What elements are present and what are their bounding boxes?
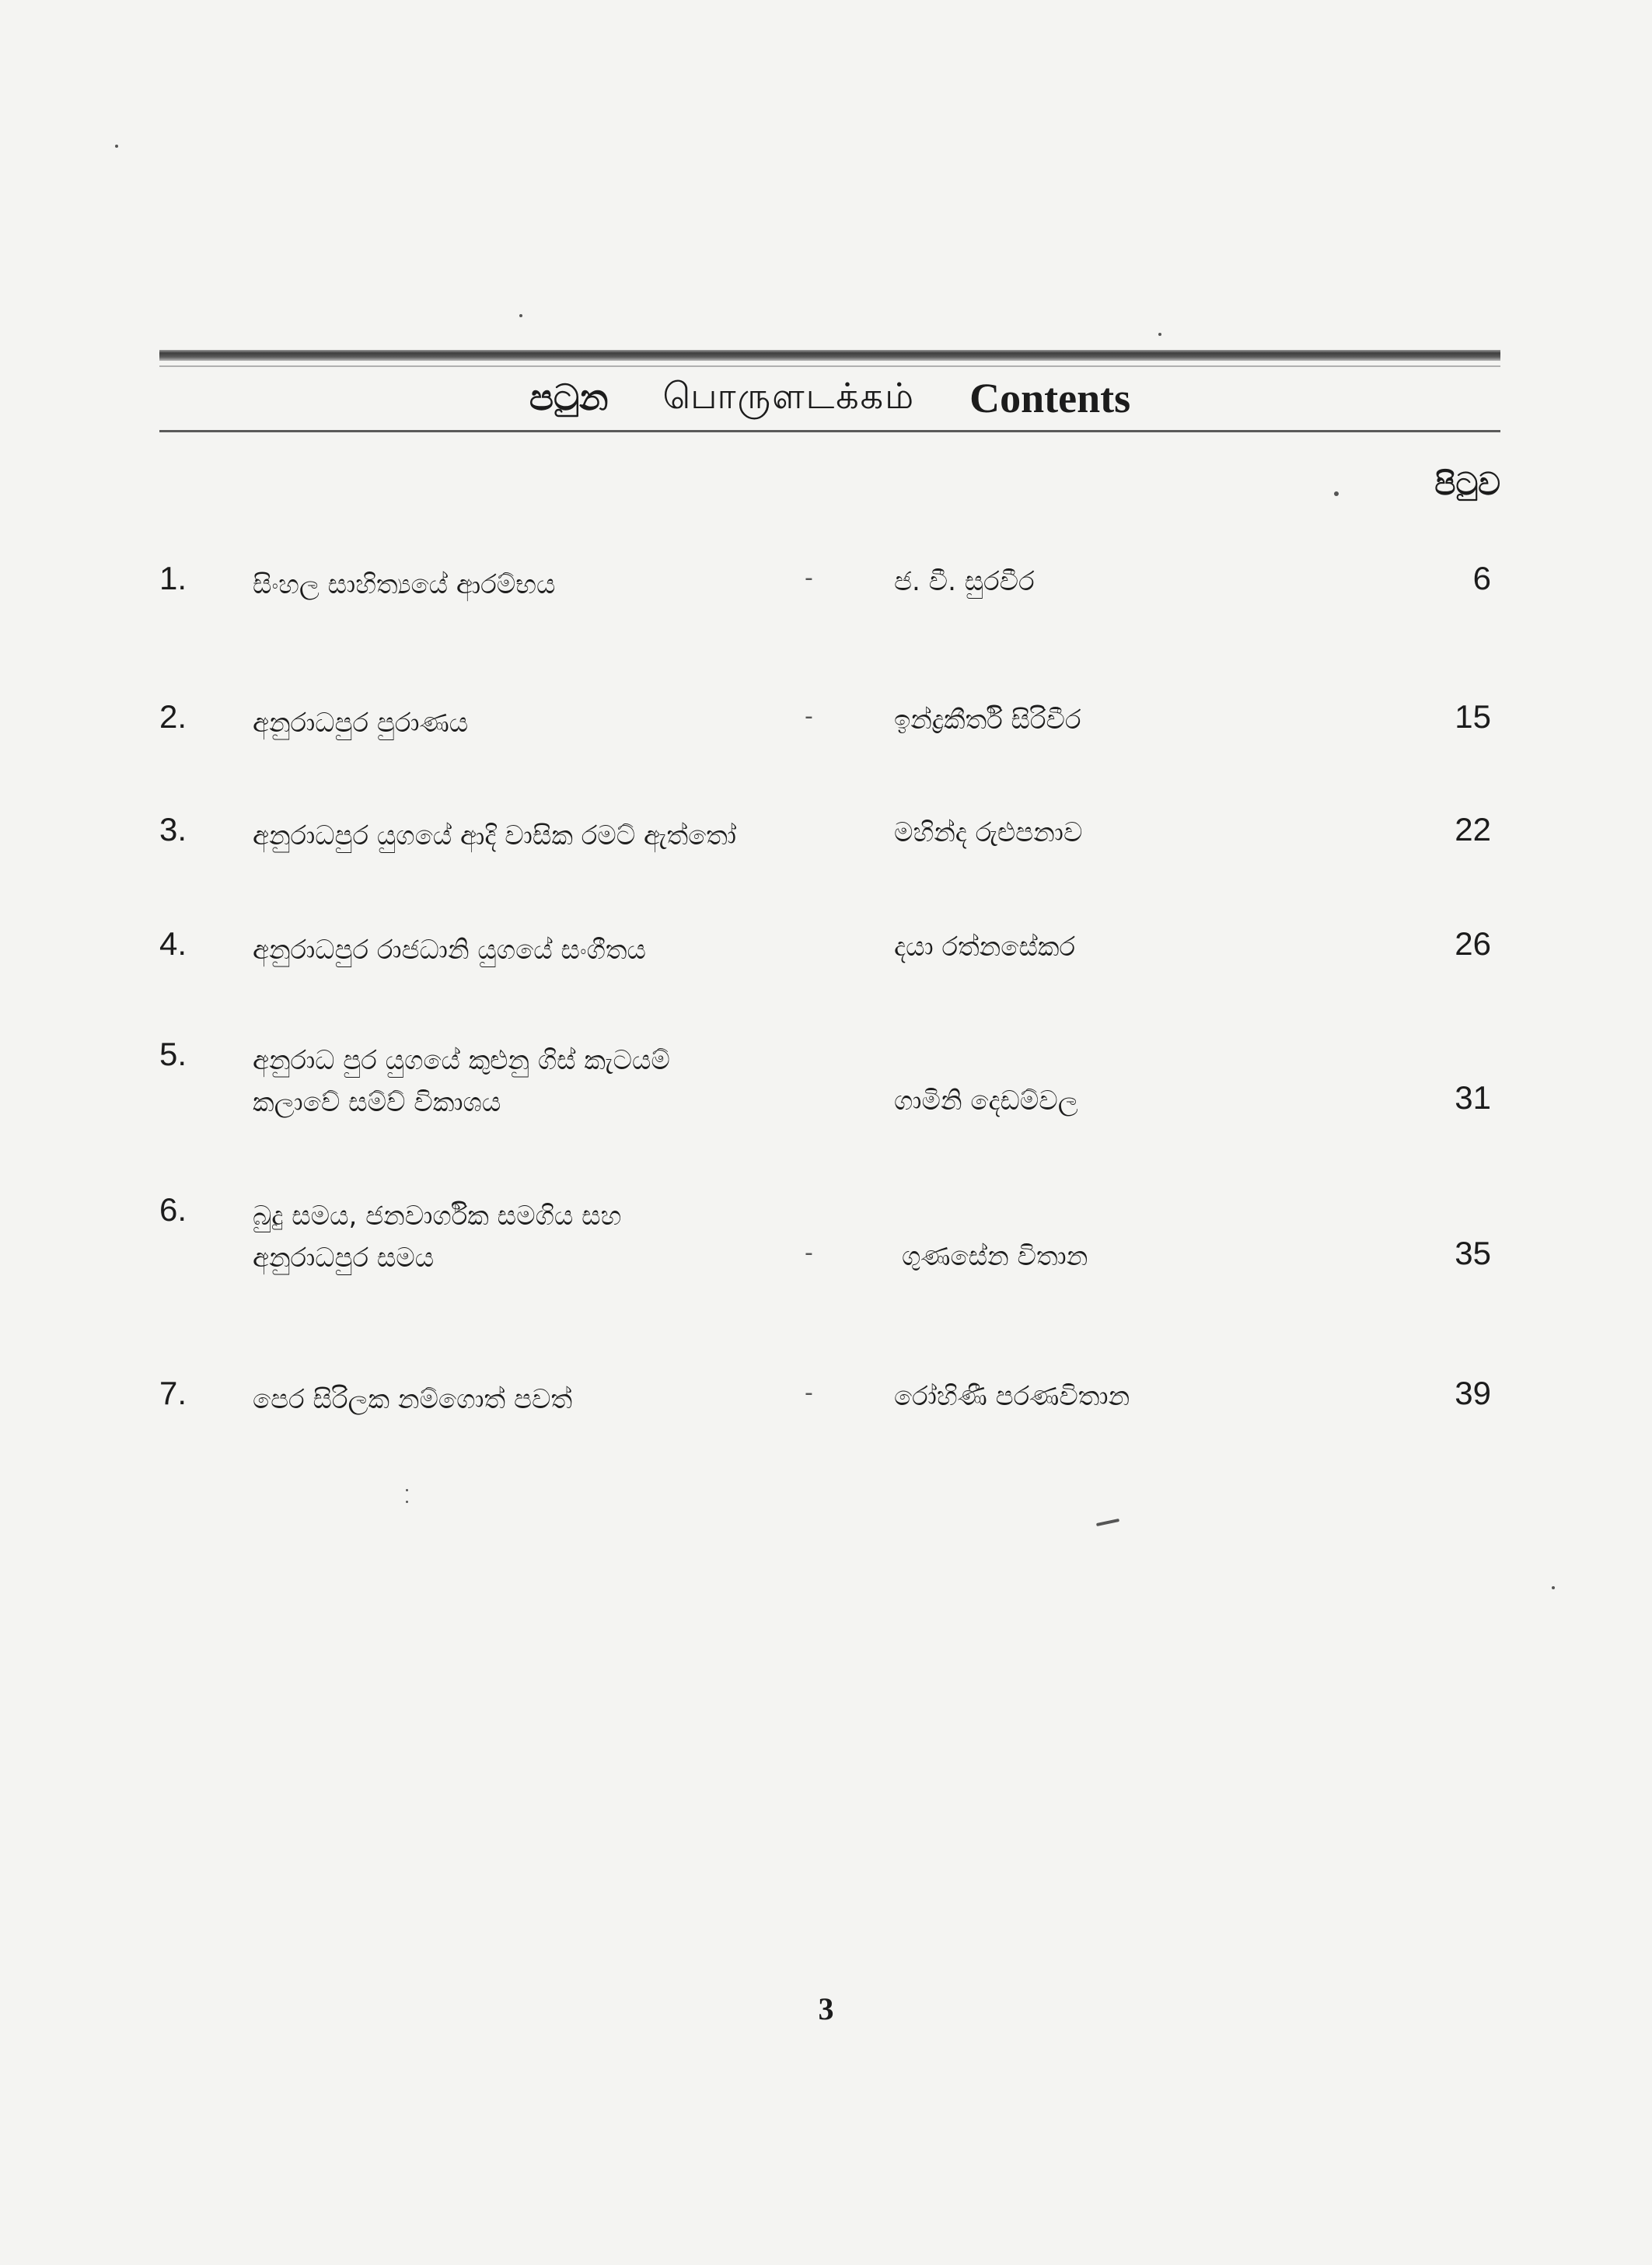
scan-speck xyxy=(1552,1586,1555,1589)
scan-speck xyxy=(519,314,522,317)
entry-title: සිංහල සාහිත්‍යයේ ආරම්භය xyxy=(253,569,556,600)
entry-number: 6. xyxy=(159,1191,187,1228)
entry-author: රෝහිණී පරණවිතාන xyxy=(894,1381,1130,1412)
entry-number: 5. xyxy=(159,1036,187,1072)
entry-title: අනුරාධපුර යුගයේ ආදි වාසික රමට් ඇත්තෝ xyxy=(253,820,737,851)
footer-page-number: 3 xyxy=(818,1991,834,2026)
scan-speck xyxy=(1158,333,1161,336)
entry-page: 15 xyxy=(1455,698,1491,735)
entry-title-line-1: අනුරාධ පුර යුගයේ කුළුනු ගිස් කැටයම් xyxy=(253,1045,670,1076)
entry-title: අනුරාධපුර පුරාණය xyxy=(253,708,469,739)
entry-title-line-2: අනුරාධපුර සමය xyxy=(253,1243,435,1274)
entry-title: අනුරාධපුර රාජධානි යුගයේ සංගීතය xyxy=(253,935,646,966)
entry-number: 7. xyxy=(159,1375,187,1411)
entry-page: 39 xyxy=(1455,1375,1491,1411)
entry-title-line-1: බුදු සමය, ජනවාර්ගික සමගිය සහ xyxy=(253,1201,622,1232)
entry-number: 2. xyxy=(159,698,187,735)
entry-title: පෙර සිරිලක නම්ගොත් පවත් xyxy=(253,1384,573,1415)
entry-title-line-2: කලාවේ සම්ව් විකාශය xyxy=(253,1087,501,1118)
heading-tamil: பொருளடக்கம் xyxy=(662,374,916,417)
entry-number: 4. xyxy=(159,925,187,962)
top-rule-thin xyxy=(159,365,1500,367)
scan-speck xyxy=(406,1489,408,1491)
entry-page: 22 xyxy=(1455,811,1491,848)
entry-page: 35 xyxy=(1455,1235,1491,1271)
entry-separator: - xyxy=(805,703,813,730)
entry-page: 31 xyxy=(1455,1079,1491,1116)
entry-number: 1. xyxy=(159,560,187,596)
heading-sinhala: පටුන xyxy=(529,376,609,418)
scan-mark xyxy=(1096,1519,1119,1526)
contents-heading xyxy=(159,370,1500,426)
entry-number: 3. xyxy=(159,811,187,848)
scan-speck xyxy=(1334,491,1339,496)
entry-author: මහින්ද රුළුපනාව xyxy=(894,817,1083,848)
entry-author: ඉන්ද්‍රකීර්ති සිරිවීර xyxy=(894,704,1081,736)
heading-bottom-rule xyxy=(159,430,1500,432)
entry-separator: - xyxy=(805,565,813,592)
entry-separator: - xyxy=(805,1379,813,1407)
entry-author: දයා රත්නසේකර xyxy=(894,932,1076,963)
entry-separator: - xyxy=(805,1239,813,1267)
scan-speck xyxy=(115,145,118,148)
entry-page: 26 xyxy=(1455,925,1491,962)
entry-page: 6 xyxy=(1472,560,1491,596)
scan-speck xyxy=(406,1501,408,1503)
heading-english: Contents xyxy=(969,375,1131,421)
page-column-label: පිටුව xyxy=(1434,467,1500,502)
top-rule-thick xyxy=(159,350,1500,361)
entry-author: ගාමිනි දෙඩම්වල xyxy=(894,1085,1078,1117)
entry-author: ගුණසේන විතාන xyxy=(902,1241,1088,1272)
entry-author: ජ. වී. සුරවීර xyxy=(894,566,1035,597)
